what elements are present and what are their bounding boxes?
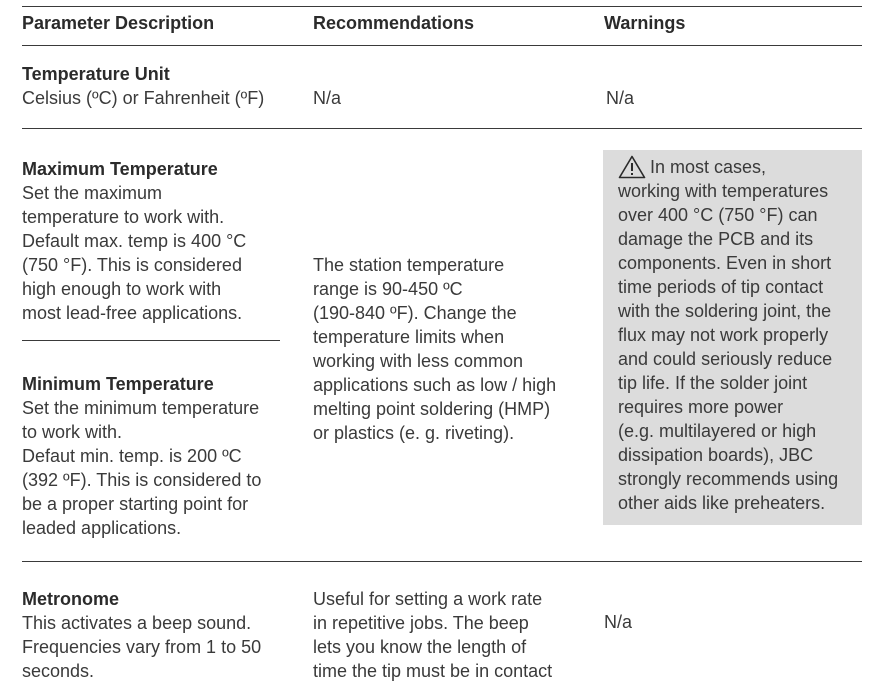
minimum-temperature-line: be a proper starting point for bbox=[22, 494, 249, 514]
recommendation-line: temperature limits when bbox=[313, 327, 505, 347]
recommendation-line: (190-840 ºF). Change the bbox=[313, 303, 517, 323]
warning-line: strongly recommends using bbox=[618, 469, 839, 489]
rule-before-metronome bbox=[22, 561, 862, 562]
recommendation-line: or plastics (e. g. riveting). bbox=[313, 423, 515, 443]
maximum-temperature-description bbox=[22, 157, 246, 325]
warning-line: In most cases, bbox=[650, 157, 767, 177]
recommendation-line: working with less common bbox=[313, 351, 524, 371]
maximum-temperature-line: (750 °F). This is considered bbox=[22, 255, 242, 275]
maximum-temperature-line: Set the maximum bbox=[22, 183, 163, 203]
recommendation-line: applications such as low / high bbox=[313, 375, 557, 395]
temperature-unit-warning bbox=[606, 86, 634, 110]
warning-line: other aids like preheaters. bbox=[618, 493, 826, 513]
maximum-temperature-title: Maximum Temperature bbox=[22, 159, 218, 179]
warning-line: working with temperatures bbox=[618, 181, 829, 201]
warning-triangle-icon bbox=[618, 155, 646, 179]
maximum-temperature-line: high enough to work with bbox=[22, 279, 222, 299]
minimum-temperature-line: Defaut min. temp. is 200 ºC bbox=[22, 446, 242, 466]
warning-first-line bbox=[618, 155, 838, 179]
metronome-warning bbox=[604, 610, 632, 634]
rule-after-temperature-unit bbox=[22, 128, 862, 129]
warning-line: components. Even in short bbox=[618, 253, 832, 273]
metronome-title: Metronome bbox=[22, 589, 120, 609]
metronome-recommendation-line: Useful for setting a work rate bbox=[313, 589, 543, 609]
rule-top bbox=[22, 6, 862, 7]
metronome-recommendation-line: lets you know the length of bbox=[313, 637, 527, 657]
minimum-temperature-line: (392 ºF). This is considered to bbox=[22, 470, 262, 490]
warning-line: over 400 °C (750 °F) can bbox=[618, 205, 818, 225]
metronome-line: seconds. bbox=[22, 661, 95, 681]
temperature-unit-description bbox=[22, 62, 264, 110]
metronome-recommendation-line: time the tip must be in contact bbox=[313, 661, 553, 681]
header-parameter-description: Parameter Description bbox=[22, 13, 215, 33]
warning-line: (e.g. multilayered or high bbox=[618, 421, 817, 441]
temperature-limits-warning bbox=[618, 155, 838, 515]
warning-line: with the soldering joint, the bbox=[618, 301, 832, 321]
warning-line: tip life. If the solder joint bbox=[618, 373, 808, 393]
minimum-temperature-line: Set the minimum temperature bbox=[22, 398, 260, 418]
maximum-temperature-line: most lead-free applications. bbox=[22, 303, 243, 323]
recommendation-line: melting point soldering (HMP) bbox=[313, 399, 551, 419]
metronome-line: Frequencies vary from 1 to 50 bbox=[22, 637, 262, 657]
header-recommendations: Recommendations bbox=[313, 13, 475, 33]
metronome-recommendation bbox=[313, 587, 552, 683]
warning-line: requires more power bbox=[618, 397, 784, 417]
minimum-temperature-line: to work with. bbox=[22, 422, 123, 442]
recommendation-line: range is 90-450 ºC bbox=[313, 279, 463, 299]
metronome-warning-text: N/a bbox=[604, 612, 633, 632]
temperature-unit-text: Celsius (ºC) or Fahrenheit (ºF) bbox=[22, 88, 265, 108]
warning-line: time periods of tip contact bbox=[618, 277, 824, 297]
rule-between-max-min bbox=[22, 340, 280, 341]
warning-line: and could seriously reduce bbox=[618, 349, 833, 369]
minimum-temperature-title: Minimum Temperature bbox=[22, 374, 214, 394]
metronome-line: This activates a beep sound. bbox=[22, 613, 252, 633]
warning-line: damage the PCB and its bbox=[618, 229, 814, 249]
header-warnings: Warnings bbox=[604, 13, 686, 33]
metronome-recommendation-line: in repetitive jobs. The beep bbox=[313, 613, 529, 633]
temperature-limits-recommendation bbox=[313, 253, 556, 445]
rule-header-bottom bbox=[22, 45, 862, 46]
recommendation-line: The station temperature bbox=[313, 255, 505, 275]
temperature-unit-title: Temperature Unit bbox=[22, 64, 170, 84]
minimum-temperature-description bbox=[22, 372, 261, 540]
metronome-description bbox=[22, 587, 261, 683]
minimum-temperature-line: leaded applications. bbox=[22, 518, 182, 538]
temperature-unit-recommendation bbox=[313, 86, 341, 110]
maximum-temperature-line: Default max. temp is 400 °C bbox=[22, 231, 247, 251]
warning-line: flux may not work properly bbox=[618, 325, 829, 345]
temperature-unit-warning-text: N/a bbox=[606, 88, 635, 108]
warning-line: dissipation boards), JBC bbox=[618, 445, 814, 465]
maximum-temperature-line: temperature to work with. bbox=[22, 207, 225, 227]
temperature-unit-recommendation-text: N/a bbox=[313, 88, 342, 108]
